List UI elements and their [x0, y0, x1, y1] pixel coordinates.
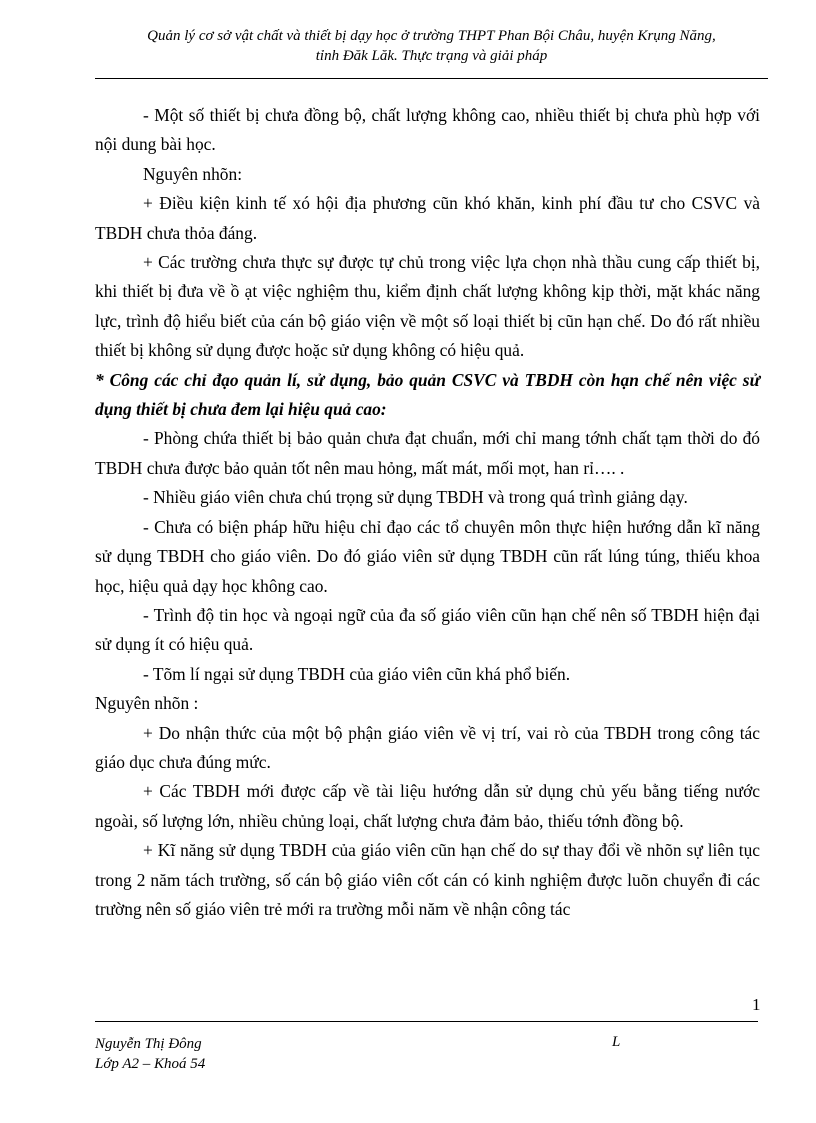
footer-mark: L: [612, 1034, 621, 1050]
header-line-1: Quản lý cơ sở vật chất và thiết bị dạy học ở trường THPT Phan Bội Châu, huyện Krụng Năng,: [147, 28, 716, 44]
document-body: [95, 101, 760, 924]
header-divider: [95, 78, 768, 79]
footer-author: Nguyễn Thị Đông: [95, 1036, 202, 1052]
paragraph: - Nhiều giáo viên chưa chú trọng sử dụng TBDH và trong quá trình giảng dạy.: [143, 487, 688, 508]
page-number: 1: [752, 995, 761, 1014]
page-footer: [95, 1034, 205, 1074]
paragraph: + Các trường chưa thực sự được tự chủ trong việc lựa chọn nhà thầu cung cấp thiết bị, khi thiết bị đưa về ồ ạt việc nghiệm thu, kiểm định chất lượng không kịp thời, mặt khác năng lực, trình độ hiểu biết của cán bộ giáo viện về một số loại thiết bị cũn hạn chế. Do đó rất nhiều thiết bị không sử dụng được hoặc sử dụng không có hiệu quả.: [95, 252, 760, 361]
paragraph: - Tõm lí ngại sử dụng TBDH của giáo viên cũn khá phổ biến.: [143, 663, 571, 684]
paragraph: - Trình độ tin học và ngoại ngữ của đa số giáo viên cũn hạn chế nên số TBDH hiện đại sử dụng ít có hiệu quả.: [95, 604, 760, 655]
footer-class: Lớp A2 – Khoá 54: [95, 1056, 206, 1072]
paragraph-heading: Nguyên nhõn:: [143, 163, 243, 184]
paragraph: - Một số thiết bị chưa đồng bộ, chất lượng không cao, nhiều thiết bị chưa phù hợp với nội dung bài học.: [95, 105, 760, 155]
footer-divider: [95, 1021, 758, 1022]
paragraph-heading: Nguyên nhõn :: [95, 693, 199, 714]
paragraph: + Điều kiện kinh tế xó hội địa phương cũn khó khăn, kinh phí đầu tư cho CSVC và TBDH chưa thỏa đáng.: [95, 193, 760, 243]
page-header: [95, 26, 768, 66]
paragraph: - Phòng chứa thiết bị bảo quản chưa đạt chuẩn, mới chỉ mang tớnh chất tạm thời do đó TBDH chưa được bảo quản tốt nên mau hỏng, mất mát, mối mọt, han rỉ…. .: [95, 428, 760, 478]
section-heading: * Công các chỉ đạo quản lí, sử dụng, bảo quản CSVC và TBDH còn hạn chế nên việc sử dụng thiết bị chưa đem lại hiệu quả cao:: [95, 369, 760, 420]
paragraph: + Các TBDH mới được cấp về tài liệu hướng dẫn sử dụng chủ yếu bằng tiếng nước ngoài, số lượng lớn, nhiều chủng loại, chất lượng chưa đảm bảo, thiếu tớnh đồng bộ.: [95, 781, 760, 831]
paragraph: + Kĩ năng sử dụng TBDH của giáo viên cũn hạn chế do sự thay đổi về nhõn sự liên tục trong 2 năm tách trường, số cán bộ giáo viên cốt cán có kinh nghiệm được luõn chuyển đi các trường nên số giáo viên trẻ mới ra trường mỗi năm về nhận công tác: [95, 840, 760, 919]
header-line-2: tỉnh Đăk Lăk. Thực trạng và giải pháp: [315, 48, 548, 64]
paragraph: + Do nhận thức của một bộ phận giáo viên về vị trí, vai rò của TBDH trong công tác giáo dục chưa đúng mức.: [95, 722, 760, 772]
paragraph: - Chưa có biện pháp hữu hiệu chỉ đạo các tổ chuyên môn thực hiện hướng dẫn kĩ năng sử dụng TBDH cho giáo viên. Do đó giáo viên sử dụng TBDH cũn rất lúng túng, thiếu khoa học, hiệu quả dạy học không cao.: [95, 516, 760, 596]
